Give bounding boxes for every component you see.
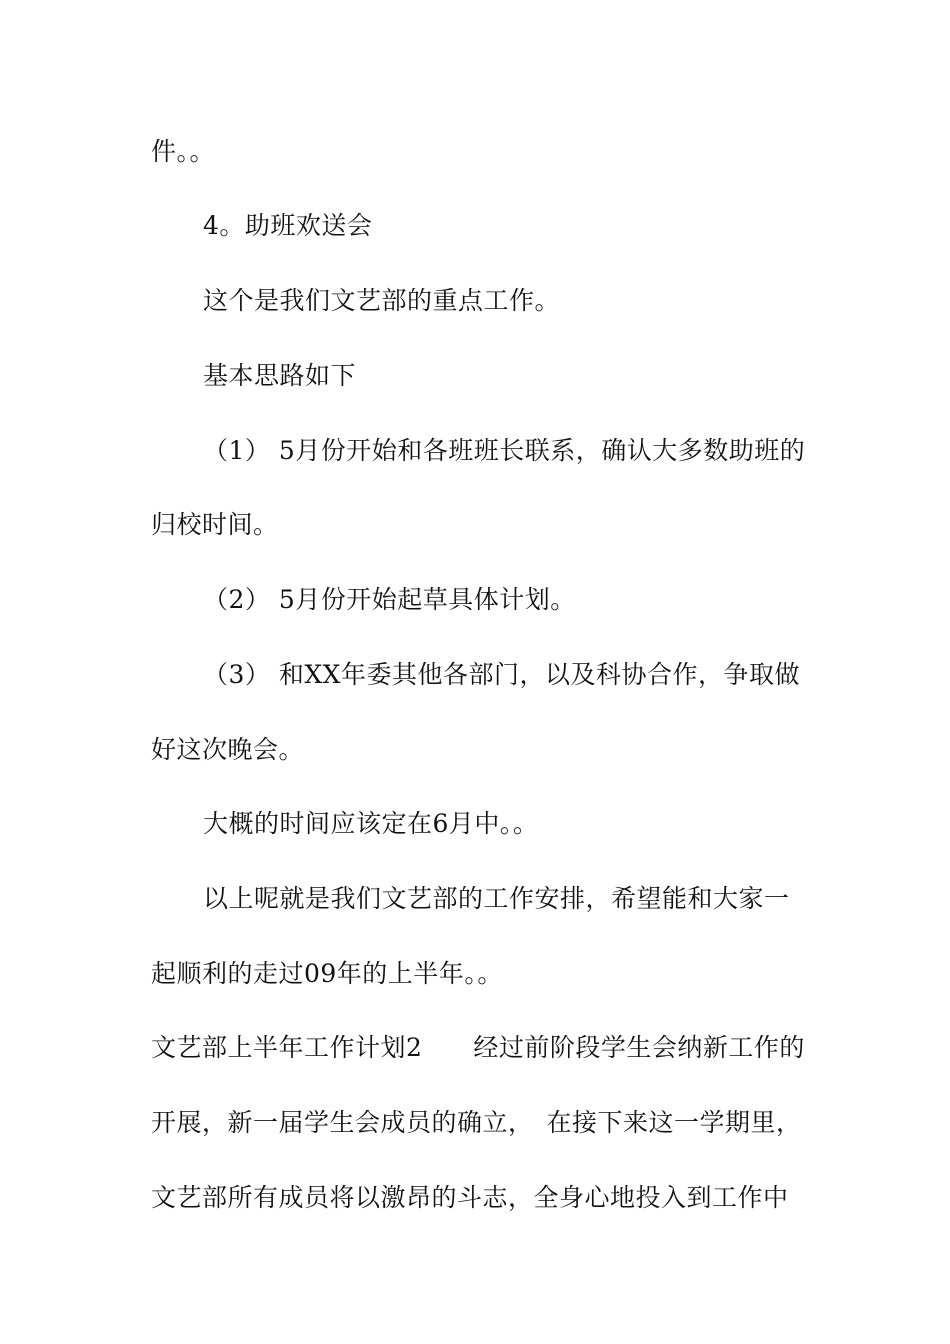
text-line: （3） 和XX年委其他各部门，以及科协合作，争取做 [203, 660, 800, 689]
text-line: 件。。 [151, 137, 216, 166]
text-line: 起顺利的走过09年的上半年。。 [151, 959, 503, 988]
text-line: 文艺部所有成员将以激昂的斗志，全身心地投入到工作中 [151, 1183, 789, 1212]
text-line: （1） 5月份开始和各班班长联系，确认大多数助班的 [203, 436, 806, 465]
text-line: （2） 5月份开始起草具体计划。 [203, 585, 576, 614]
text-line: 文艺部上半年工作计划2 经过前阶段学生会纳新工作的 [151, 1033, 805, 1062]
text-line: 4。助班欢送会 [203, 211, 373, 240]
text-line: 开展，新一届学生会成员的确立， 在接下来这一学期里， [151, 1108, 802, 1137]
text-line: 归校时间。 [151, 510, 279, 539]
text-line: 这个是我们文艺部的重点工作。 [203, 286, 561, 315]
text-line: 好这次晚会。 [151, 735, 305, 764]
text-line: 基本思路如下 [203, 361, 357, 390]
text-line: 大概的时间应该定在6月中。。 [203, 809, 539, 838]
text-line: 以上呢就是我们文艺部的工作安排，希望能和大家一 [203, 884, 790, 913]
